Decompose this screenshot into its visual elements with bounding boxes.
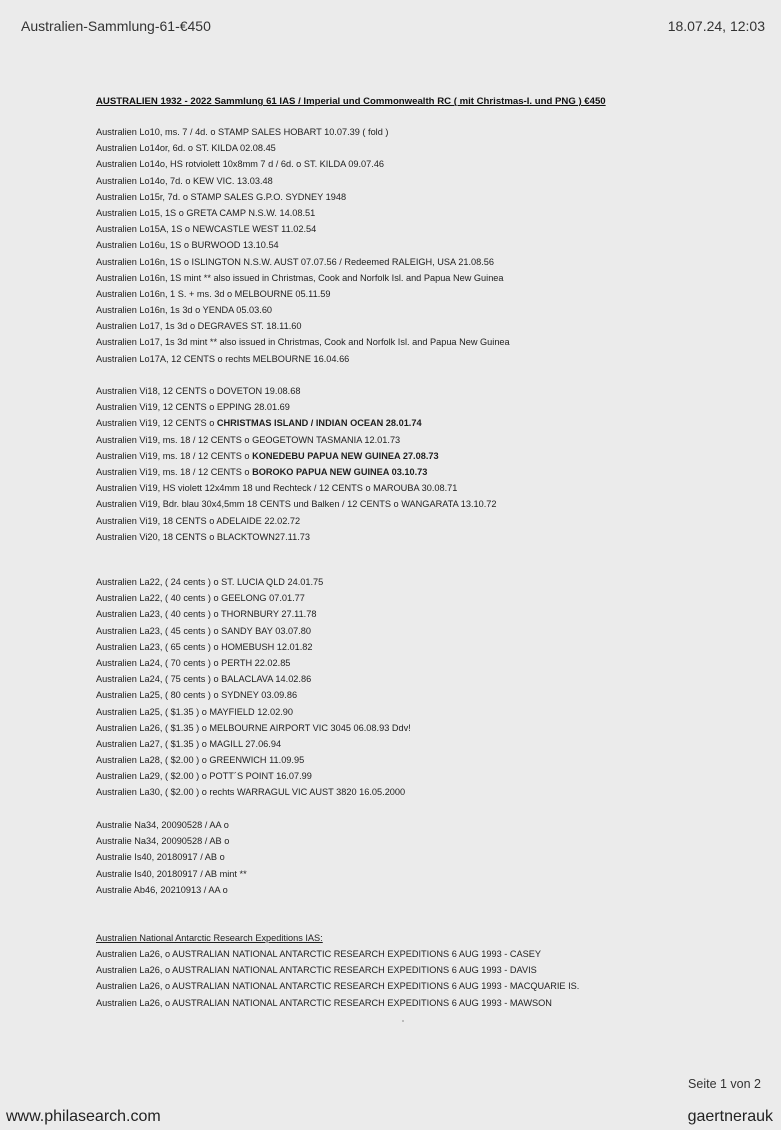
list-item: Australien Vi19, HS violett 12x4mm 18 und Rechteck / 12 CENTS o MAROUBA 30.08.71 [96, 483, 458, 494]
list-item: Australien Lo17A, 12 CENTS o rechts MELBOURNE 16.04.66 [96, 353, 350, 364]
list-item: Australien Lo15r, 7d. o STAMP SALES G.P.O. SYDNEY 1948 [96, 191, 347, 202]
list-item: Australien La23, ( 45 cents ) o SANDY BAY 03.07.80 [96, 625, 312, 636]
highlighted-postmark: CHRISTMAS ISLAND / INDIAN OCEAN 28.01.74 [216, 418, 422, 429]
list-item: Australien Vi19, ms. 18 / 12 CENTS o GEOGETOWN TASMANIA 12.01.73 [96, 434, 401, 445]
list-item: Australien Vi18, 12 CENTS o DOVETON 19.08.68 [96, 386, 301, 396]
block-vi [96, 383, 497, 545]
highlighted-postmark: BOROKO PAPUA NEW GUINEA 03.10.73 [252, 466, 428, 477]
block-antarctic [96, 946, 579, 1011]
highlighted-postmark: KONEDEBU PAPUA NEW GUINEA 27.08.73 [252, 450, 439, 461]
antarctic-subtitle: Australien National Antarctic Research Expeditions IAS: [96, 933, 323, 943]
list-item: Australien La28, ( $2.00 ) o GREENWICH 11.09.95 [96, 755, 305, 766]
list-item: Australien Lo14or, 6d. o ST. KILDA 02.08.45 [96, 143, 276, 154]
list-item: Australien La22, ( 24 cents ) o ST. LUCIA QLD 24.01.75 [96, 577, 324, 587]
list-item: Australie Na34, 20090528 / AA o [96, 820, 229, 830]
list-item: Australien Lo16n, 1S o ISLINGTON N.S.W. AUST 07.07.56 / Redeemed RALEIGH, USA 21.08.56 [96, 256, 494, 267]
list-item: Australien Vi20, 18 CENTS o BLACKTOWN27.11.73 [96, 531, 310, 542]
list-item: Australien La25, ( 80 cents ) o SYDNEY 03.09.86 [96, 690, 298, 701]
list-item: Australien La29, ( $2.00 ) o POTT´S POINT 16.07.99 [96, 771, 312, 782]
list-item: Australien La23, ( 40 cents ) o THORNBURY 27.11.78 [96, 609, 317, 620]
scan-speck [402, 1020, 404, 1022]
list-item: Australien La26, o AUSTRALIAN NATIONAL ANTARCTIC RESEARCH EXPEDITIONS 6 AUG 1993 - MAWSON [96, 997, 552, 1008]
list-item: Australie Na34, 20090528 / AB o [96, 836, 230, 847]
page-number: Seite 1 von 2 [688, 1077, 761, 1091]
list-item: Australien Lo15A, 1S o NEWCASTLE WEST 11.02.54 [96, 224, 317, 235]
list-item: Australien Lo17, 1s 3d o DEGRAVES ST. 18.11.60 [96, 321, 302, 332]
list-item: Australien Vi19, 12 CENTS o EPPING 28.01.69 [96, 402, 290, 413]
list-item: Australien Lo10, ms. 7 / 4d. o STAMP SALES HOBART 10.07.39 ( fold ) [96, 127, 389, 137]
print-header-datetime: 18.07.24, 12:03 [667, 18, 765, 34]
list-item: Australien La27, ( $1.35 ) o MAGILL 27.06.94 [96, 738, 282, 749]
list-item: Australien La30, ( $2.00 ) o rechts WARRAGUL VIC AUST 3820 16.05.2000 [96, 787, 406, 798]
list-item: Australien La26, o AUSTRALIAN NATIONAL ANTARCTIC RESEARCH EXPEDITIONS 6 AUG 1993 - CASEY [96, 949, 542, 959]
list-item: Australien Vi19, 12 CENTS o CHRISTMAS ISLAND / INDIAN OCEAN 28.01.74 [96, 418, 422, 429]
list-item: Australien Vi19, 18 CENTS o ADELAIDE 22.02.72 [96, 515, 301, 526]
list-item: Australien Lo14o, 7d. o KEW VIC. 13.03.48 [96, 175, 273, 186]
list-item: Australien La26, ( $1.35 ) o MELBOURNE AIRPORT VIC 3045 06.08.93 Ddv! [96, 722, 411, 733]
list-item: Australien La26, o AUSTRALIAN NATIONAL ANTARCTIC RESEARCH EXPEDITIONS 6 AUG 1993 - MACQUARIE IS. [96, 981, 580, 992]
watermark-left: www.philasearch.com [6, 1108, 161, 1125]
list-item: Australien La23, ( 65 cents ) o HOMEBUSH 12.01.82 [96, 641, 313, 652]
list-item: Australien La24, ( 75 cents ) o BALACLAVA 14.02.86 [96, 674, 312, 685]
list-item: Australien Vi19, Bdr. blau 30x4,5mm 18 CENTS und Balken / 12 CENTS o WANGARATA 13.10.72 [96, 499, 497, 510]
list-item: Australien Lo16n, 1s 3d o YENDA 05.03.60 [96, 305, 273, 316]
list-item: Australie Is40, 20180917 / AB mint ** [96, 868, 247, 879]
list-item: Australien Vi19, ms. 18 / 12 CENTS o KONEDEBU PAPUA NEW GUINEA 27.08.73 [96, 450, 439, 461]
block-imperial [96, 124, 510, 367]
block-la [96, 574, 411, 801]
block-recent [96, 817, 247, 898]
list-item: Australien La25, ( $1.35 ) o MAYFIELD 12.02.90 [96, 706, 293, 717]
list-item: Australien La24, ( 70 cents ) o PERTH 22.02.85 [96, 657, 291, 668]
list-item: Australie Ab46, 20210913 / AA o [96, 884, 228, 895]
list-item: Australien Lo16u, 1S o BURWOOD 13.10.54 [96, 240, 279, 251]
collection-title: AUSTRALIEN 1932 - 2022 Sammlung 61 IAS / Imperial und Commonwealth RC ( mit Christmas-I. und PNG ) €450 [96, 96, 606, 107]
list-item: Australien Lo16n, 1 S. + ms. 3d o MELBOURNE 05.11.59 [96, 288, 331, 299]
list-item: Australien Lo14o, HS rotviolett 10x8mm 7 d / 6d. o ST. KILDA 09.07.46 [96, 159, 385, 170]
list-item: Australien Lo15, 1S o GRETA CAMP N.S.W. 14.08.51 [96, 207, 316, 218]
watermark-right: gaertnerauk [687, 1108, 773, 1125]
list-item: Australie Is40, 20180917 / AB o [96, 852, 225, 863]
list-item: Australien Lo17, 1s 3d mint ** also issued in Christmas, Cook and Norfolk Isl. and Papua New Guinea [96, 337, 510, 348]
list-item: Australien Vi19, ms. 18 / 12 CENTS o BOROKO PAPUA NEW GUINEA 03.10.73 [96, 466, 428, 477]
list-item: Australien Lo16n, 1S mint ** also issued in Christmas, Cook and Norfolk Isl. and Papua New Guinea [96, 272, 504, 283]
list-item: Australien La26, o AUSTRALIAN NATIONAL ANTARCTIC RESEARCH EXPEDITIONS 6 AUG 1993 - DAVIS [96, 965, 537, 976]
list-item: Australien La22, ( 40 cents ) o GEELONG 07.01.77 [96, 593, 305, 604]
print-header-title: Australien-Sammlung-61-€450 [21, 18, 211, 34]
